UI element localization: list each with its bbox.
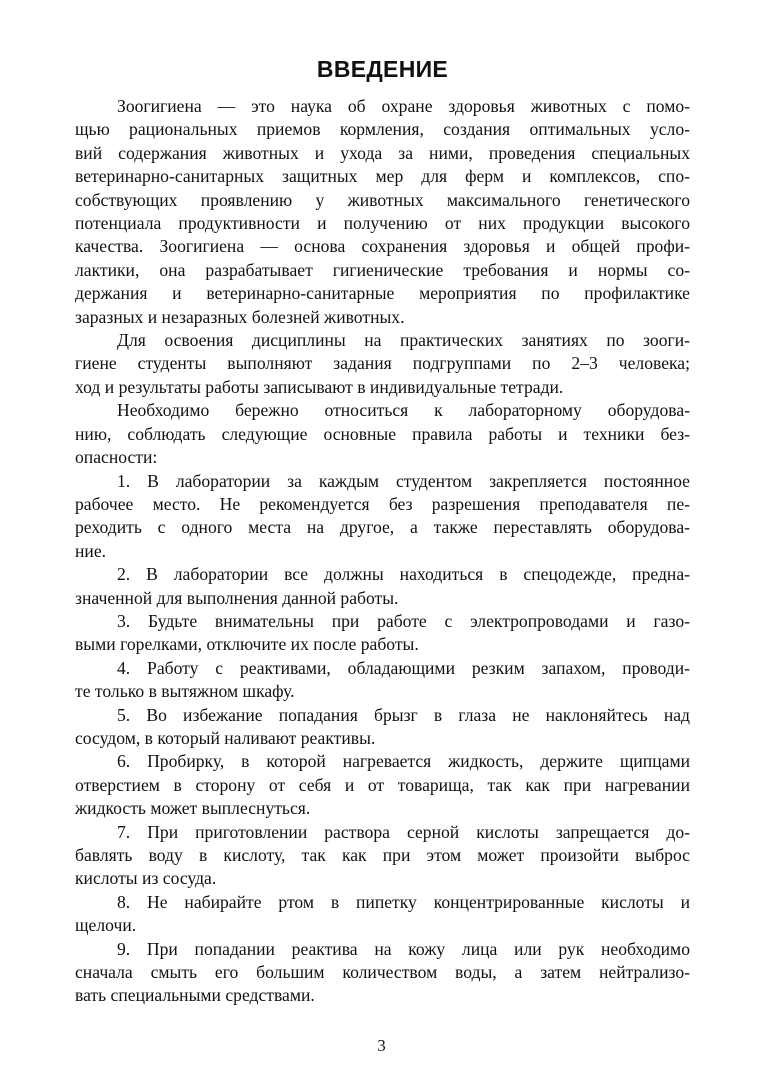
text-line: 7. При приготовлении раствора серной кислоты запрещается до- xyxy=(117,821,690,842)
text-line: сосудом, в который наливают реактивы. xyxy=(75,727,376,748)
text-line: отверстием в сторону от себя и от товарища, так как при нагревании xyxy=(75,774,690,795)
text-line: Для освоения дисциплины на практических занятиях по зооги- xyxy=(117,330,690,351)
text-line: щью рациональных приемов кормления, создания оптимальных усло- xyxy=(75,119,690,140)
text-line: 5. Во избежание попадания брызг в глаза не наклоняйтесь над xyxy=(117,704,690,725)
paragraph xyxy=(75,563,690,610)
paragraph xyxy=(75,95,690,329)
text-line: жидкость может выплеснуться. xyxy=(75,798,311,819)
paragraph xyxy=(75,610,690,657)
text-line: Зоогигиена — это наука об охране здоровья животных с помо- xyxy=(117,96,690,116)
paragraph xyxy=(75,657,690,704)
text-line: 9. При попадании реактива на кожу лица или рук необходимо xyxy=(117,938,690,959)
text-line: 8. Не набирайте ртом в пипетку концентрированные кислоты и xyxy=(117,891,690,912)
text-line: 6. Пробирку, в которой нагревается жидкость, держите щипцами xyxy=(117,751,690,772)
page-title: ВВЕДЕНИЕ xyxy=(316,56,449,82)
text-line: держания и ветеринарно-санитарные мероприятия по профилактике xyxy=(75,283,690,304)
paragraph xyxy=(75,329,690,399)
text-line: собствующих проявлению у животных максимального генетического xyxy=(75,189,690,210)
text-line: 3. Будьте внимательны при работе с электропроводами и газо- xyxy=(117,610,690,631)
text-line: щелочи. xyxy=(75,915,137,936)
paragraph xyxy=(75,821,690,891)
text-line: ние. xyxy=(75,540,107,561)
paragraph xyxy=(75,470,690,564)
text-line: 1. В лаборатории за каждым студентом закрепляется постоянное xyxy=(117,470,690,491)
text-line: рабочее место. Не рекомендуется без разрешения преподавателя пе- xyxy=(75,493,690,514)
text-line: 4. Работу с реактивами, обладающими резким запахом, проводи- xyxy=(117,657,690,678)
text-line: реходить с одного места на другое, а также переставлять оборудова- xyxy=(75,517,690,538)
paragraph xyxy=(75,399,690,469)
paragraph xyxy=(75,704,690,751)
text-line: гиене студенты выполняют задания подгруппами по 2–3 человека; xyxy=(75,353,690,374)
text-line: кислоты из сосуда. xyxy=(75,868,217,889)
text-line: вать специальными средствами. xyxy=(75,985,315,1006)
page-content xyxy=(75,50,690,1008)
text-line: ветеринарно-санитарных защитных мер для ферм и комплексов, спо- xyxy=(75,166,690,187)
text-line: вий содержания животных и ухода за ними, проведения специальных xyxy=(75,142,690,163)
text-line: те только в вытяжном шкафу. xyxy=(75,681,295,702)
paragraph xyxy=(75,750,690,820)
text-line: 2. В лаборатории все должны находиться в спецодежде, предна- xyxy=(117,564,690,585)
text-line: бавлять воду в кислоту, так как при этом может произойти выброс xyxy=(75,845,690,865)
body-text xyxy=(75,95,690,1008)
text-line: заразных и незаразных болезней животных. xyxy=(75,306,405,327)
text-line: значенной для выполнения данной работы. xyxy=(75,587,399,608)
text-line: сначала смыть его большим количеством воды, а затем нейтрализо- xyxy=(75,962,690,983)
text-line: опасности: xyxy=(75,447,158,468)
paragraph xyxy=(75,938,690,1008)
text-line: выми горелками, отключите их после работы. xyxy=(75,634,419,655)
text-line: нию, соблюдать следующие основные правила работы и техники без- xyxy=(75,423,690,444)
text-line: лактики, она разрабатывает гигиенические требования и нормы со- xyxy=(75,259,690,280)
text-line: качества. Зоогигиена — основа сохранения здоровья и общей профи- xyxy=(75,236,690,257)
text-line: Необходимо бережно относиться к лабораторному оборудова- xyxy=(117,400,690,421)
page-number: 3 xyxy=(377,1036,386,1055)
text-line: ход и результаты работы записывают в индивидуальные тетради. xyxy=(75,376,564,397)
paragraph xyxy=(75,891,690,938)
text-line: потенциала продуктивности и получению от них продукции высокого xyxy=(75,213,690,234)
